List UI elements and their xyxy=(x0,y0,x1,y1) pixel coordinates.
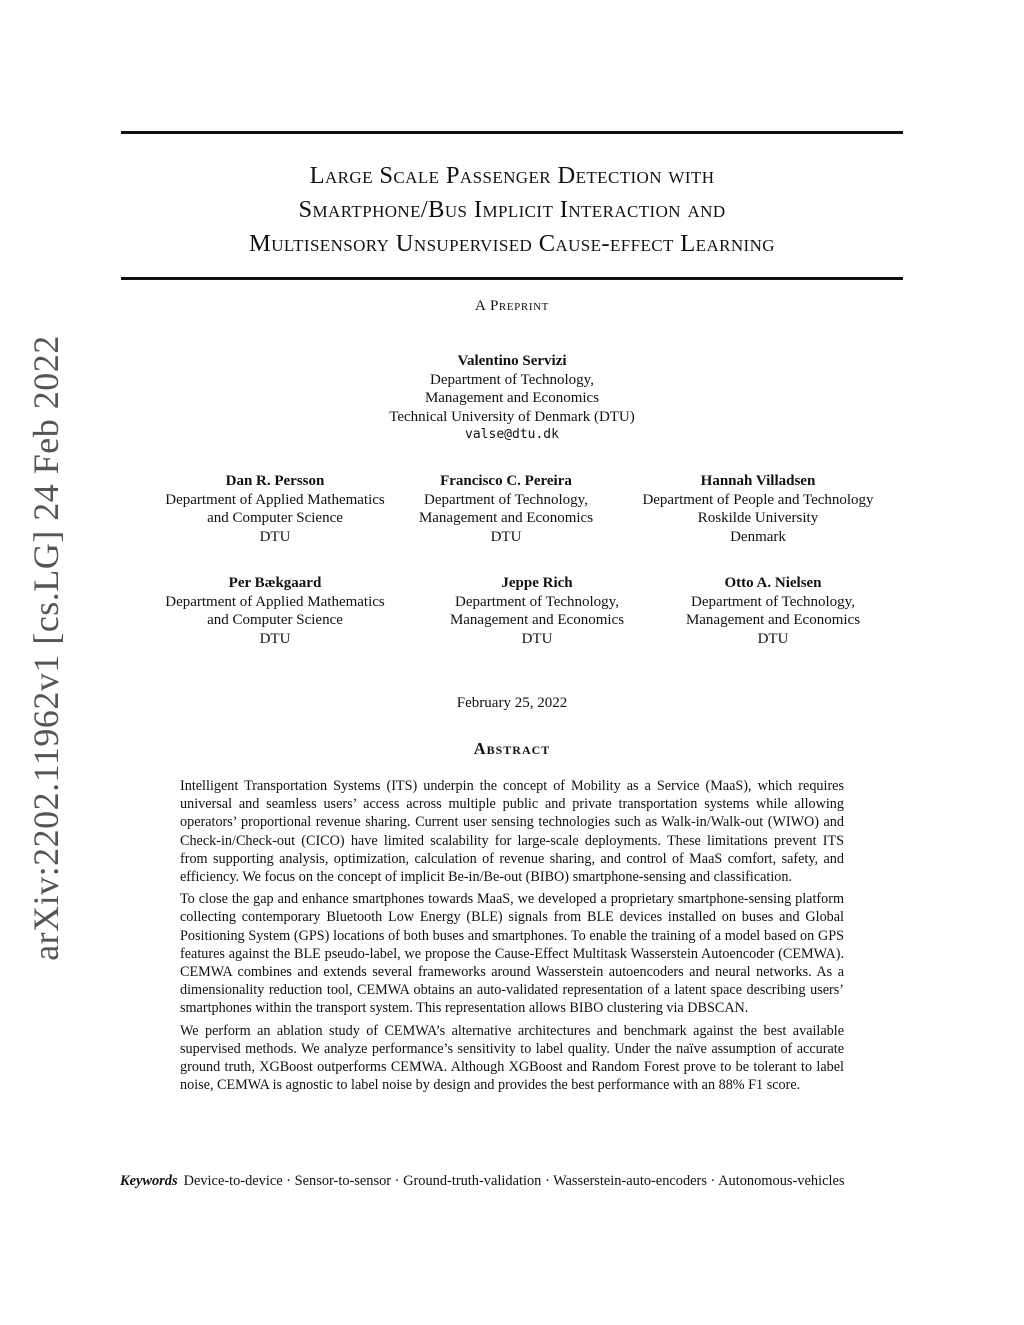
author-affiliation-line: Department of Technology, xyxy=(430,371,594,388)
author-affiliation-line: and Computer Science xyxy=(207,612,343,628)
abstract-paragraph: Intelligent Transportation Systems (ITS) underpin the concept of Mobility as a Service (MaaS), which requires universal and seamless users’ access across multiple public and private transportation systems while allowing operators’ proportional revenue sharing. Current user sensing technologies such as Walk-in/Walk-out (WIWO) and Check-in/Check-out (CICO) have limited scalability for large-scale deployments. These limitations prevent ITS from supporting analysis, optimization, calculation of revenue sharing, and control of MaaS comfort, safety, and efficiency. We focus on the concept of implicit Be-in/Be-out (BIBO) smartphone-sensing and classification. xyxy=(180,778,844,886)
author-affiliation-line: and Computer Science xyxy=(207,510,343,526)
author-email[interactable]: valse@dtu.dk xyxy=(465,427,559,442)
author-affiliation-line: Department of Technology, xyxy=(424,491,588,508)
author-affiliation-line: Department of Technology, xyxy=(455,593,619,610)
author-block xyxy=(412,574,662,648)
keywords-list: Device-to-device · Sensor-to-sensor · Ground-truth-validation · Wasserstein-auto-encoders · Autonomous-vehicles xyxy=(183,1173,845,1189)
keywords-label: Keywords xyxy=(120,1173,178,1189)
author-name: Hannah Villadsen xyxy=(700,473,816,489)
author-affiliation-line: Management and Economics xyxy=(424,390,600,406)
author-block-lead xyxy=(312,352,712,445)
author-affiliation-line: DTU xyxy=(259,528,291,545)
author-block xyxy=(125,574,425,648)
author-block xyxy=(648,574,898,648)
author-affiliation-line: Technical University of Denmark (DTU) xyxy=(389,408,635,425)
author-affiliation-line: Roskilde University xyxy=(697,510,819,526)
arxiv-identifier[interactable]: arXiv:2202.11962v1 [cs.LG] 24 Feb 2022 xyxy=(26,335,66,961)
abstract-body xyxy=(180,777,844,1098)
title-line: Large Scale Passenger Detection with xyxy=(309,162,715,189)
abstract-paragraph: To close the gap and enhance smartphones towards MaaS, we developed a proprietary smartphone-sensing platform collecting contemporary Bluetooth Low Energy (BLE) signals from BLE devices installed on buses and Global Positioning System (GPS) locations of both buses and smartphones. To enable the training of a model based on GPS features against the BLE pseudo-label, we propose the Cause-Effect Multitask Wasserstein Autoencoder (CEMWA). CEMWA combines and extends several frameworks around Wasserstein autoencoders and neural networks. As a dimensionality reduction tool, CEMWA obtains an auto-validated representation of a latent space describing users’ smartphones within the transport system. This representation allows BIBO clustering via DBSCAN. xyxy=(180,891,844,1017)
author-block xyxy=(381,472,631,546)
author-affiliation-line: DTU xyxy=(521,630,553,647)
author-name: Per Bækgaard xyxy=(228,575,322,591)
title-line: Smartphone/Bus Implicit Interaction and xyxy=(298,196,726,223)
abstract-paragraph: We perform an ablation study of CEMWA’s alternative architectures and benchmark against the best available supervised methods. We analyze performance’s sensitivity to label quality. Under the naïve assumption of accurate ground truth, XGBoost outperforms CEMWA. Although XGBoost and Random Forest prove to be tolerant to label noise, CEMWA is agnostic to label noise by design and provides the best performance with an 88% F1 score. xyxy=(180,1022,844,1094)
publication-date: February 25, 2022 xyxy=(456,695,568,711)
author-name: Otto A. Nielsen xyxy=(724,575,822,591)
author-affiliation-line: Department of Applied Mathematics xyxy=(165,491,385,508)
author-affiliation-line: Management and Economics xyxy=(418,510,594,526)
author-affiliation-line: Department of Applied Mathematics xyxy=(165,593,385,610)
title-bottom-rule xyxy=(121,277,903,280)
preprint-label: A Preprint xyxy=(475,298,549,314)
paper-title xyxy=(121,159,903,261)
author-block xyxy=(608,472,908,546)
author-affiliation-line: DTU xyxy=(259,630,291,647)
title-line: Multisensory Unsupervised Cause-effect Learning xyxy=(249,230,775,257)
author-affiliation-line: Department of Technology, xyxy=(691,593,855,610)
author-affiliation-line: DTU xyxy=(490,528,522,545)
author-affiliation-line: Management and Economics xyxy=(449,612,625,628)
author-affiliation-line: Department of People and Technology xyxy=(642,491,874,508)
author-affiliation-line: DTU xyxy=(757,630,789,647)
author-affiliation-line: Management and Economics xyxy=(685,612,861,628)
author-name: Valentino Servizi xyxy=(457,353,567,369)
author-name: Jeppe Rich xyxy=(501,575,573,591)
author-name: Francisco C. Pereira xyxy=(440,473,572,489)
title-top-rule xyxy=(121,131,903,134)
keywords xyxy=(120,1172,908,1191)
abstract-heading: Abstract xyxy=(473,739,551,758)
author-affiliation-line: Denmark xyxy=(730,528,786,545)
author-name: Dan R. Persson xyxy=(225,473,325,489)
